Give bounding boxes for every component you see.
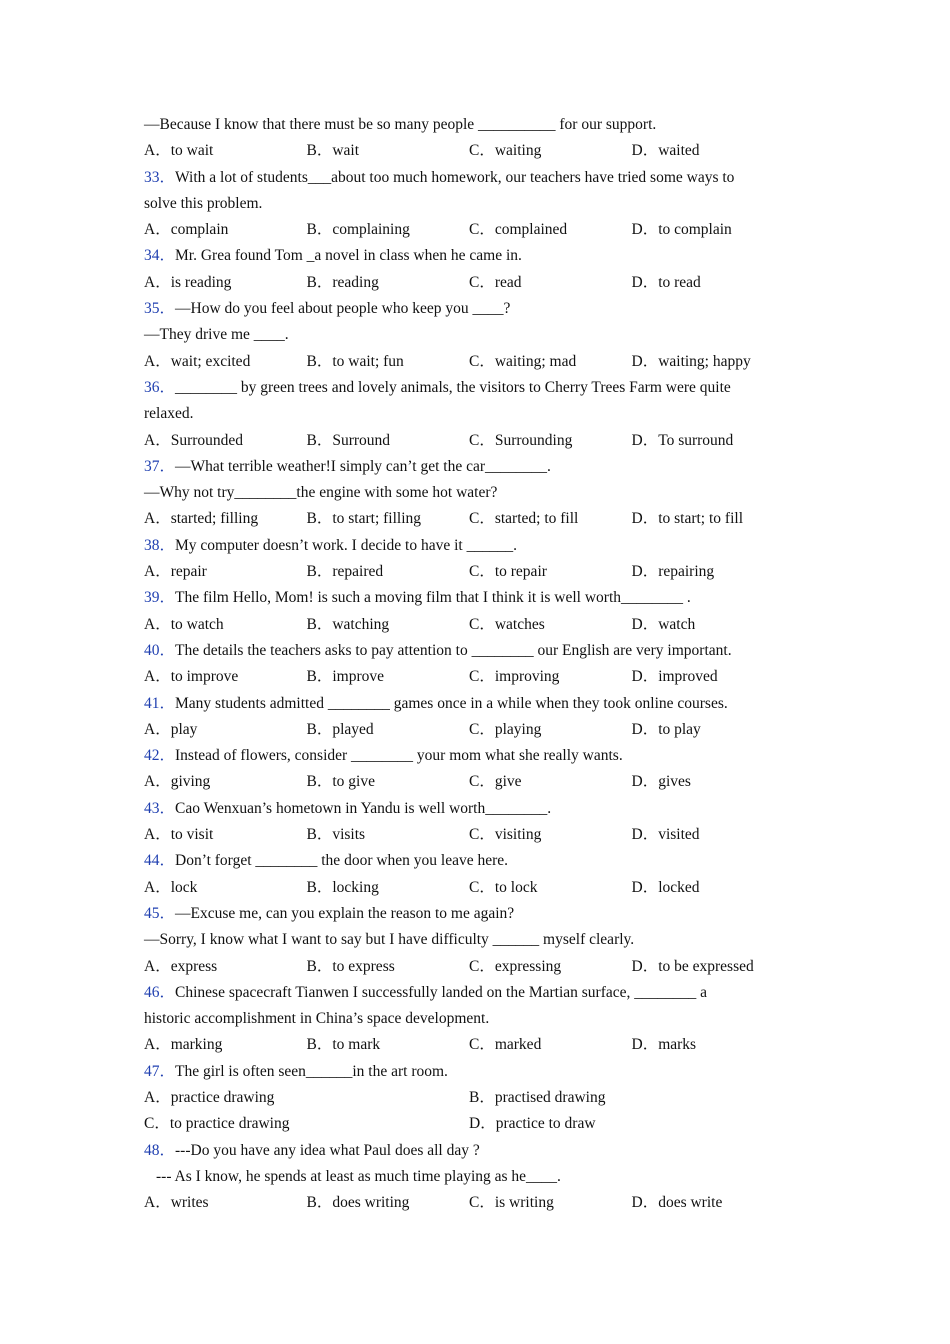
question-33 (144, 165, 794, 191)
option-a: A．express (144, 957, 218, 975)
option-d: D．practice to draw (469, 1115, 596, 1133)
question-40 (144, 638, 794, 664)
options-row (144, 349, 794, 375)
option-a: A．wait; excited (144, 352, 251, 370)
question-text-continued: relaxed. (144, 405, 194, 423)
option-c: C．visiting (469, 826, 542, 844)
option-b: B．to wait; fun (306, 352, 404, 370)
option-a: A．started; filling (144, 510, 259, 528)
option-a: A．to improve (144, 668, 239, 686)
question-text: ---Do you have any idea what Paul does all day ? (175, 1141, 480, 1159)
option-c: C．to lock (469, 878, 538, 896)
question-line: —Because I know that there must be so many people __________ for our support. (144, 116, 657, 133)
option-d: D．waited (631, 142, 700, 160)
option-d: D．to read (631, 273, 701, 291)
option-b: B．practised drawing (469, 1088, 606, 1106)
question-text: My computer doesn’t work. I decide to have it ______. (175, 536, 517, 554)
question-number: 47． (144, 1062, 176, 1080)
option-d: D．watch (631, 615, 696, 633)
question-42 (144, 743, 794, 769)
question-text: Instead of flowers, consider ________ your mom what she really wants. (175, 747, 623, 765)
question-48 (144, 1138, 794, 1164)
option-c: C．Surrounding (469, 431, 573, 449)
question-39 (144, 585, 794, 611)
question-text: The details the teachers asks to pay attention to ________ our English are very important. (175, 641, 732, 659)
options-row (144, 428, 794, 454)
option-b: B．to express (306, 957, 395, 975)
option-a: A．play (144, 720, 198, 738)
option-d: D．does write (631, 1194, 723, 1212)
option-d: D．To surround (631, 431, 734, 449)
question-text: With a lot of students___about too much homework, our teachers have tried some ways to (175, 168, 735, 186)
question-text-continued: solve this problem. (144, 194, 263, 212)
question-37 (144, 454, 794, 480)
option-a: A．marking (144, 1036, 223, 1054)
option-a: A．repair (144, 563, 207, 581)
option-c: C．watches (469, 615, 545, 633)
option-b: B．to mark (306, 1036, 381, 1054)
option-c: C．started; to fill (469, 510, 579, 528)
question-number: 46． (144, 983, 176, 1001)
option-b: B．does writing (306, 1194, 410, 1212)
question-46 (144, 980, 794, 1006)
option-b: B．Surround (306, 431, 391, 449)
option-d: D．to be expressed (631, 957, 754, 975)
option-c: C．waiting; mad (469, 352, 577, 370)
option-c: C．complained (469, 221, 568, 239)
question-45 (144, 901, 794, 927)
question-text: —How do you feel about people who keep you ____? (175, 300, 511, 318)
option-d: D．repairing (631, 563, 715, 581)
question-47 (144, 1059, 794, 1085)
option-b: B．reading (306, 273, 379, 291)
option-d: D．waiting; happy (631, 352, 751, 370)
options-row (144, 270, 794, 296)
question-number: 42． (144, 747, 176, 765)
question-text: Don’t forget ________ the door when you leave here. (175, 852, 509, 870)
question-36 (144, 375, 794, 401)
question-text: Many students admitted ________ games once in a while when they took online courses. (175, 694, 728, 712)
question-number: 38． (144, 536, 176, 554)
option-a: A．Surrounded (144, 431, 244, 449)
option-c: C．to practice drawing (144, 1115, 290, 1133)
option-c: C．give (469, 773, 522, 791)
option-b: B．played (306, 720, 374, 738)
option-d: D．gives (631, 773, 691, 791)
question-text: Cao Wenxuan’s hometown in Yandu is well worth________. (175, 799, 552, 817)
option-a: A．practice drawing (144, 1088, 275, 1106)
question-text: ________ by green trees and lovely animals, the visitors to Cherry Trees Farm were quite (175, 378, 731, 396)
question-number: 41． (144, 694, 176, 712)
question-text-continued: —They drive me ____. (144, 326, 289, 344)
options-row (144, 138, 794, 164)
question-text: Mr. Grea found Tom _a novel in class when he came in. (175, 247, 522, 265)
option-b: B．to start; filling (306, 510, 422, 528)
question-text: The girl is often seen______in the art room. (175, 1062, 448, 1080)
option-a: A．giving (144, 773, 211, 791)
option-c: C．to repair (469, 563, 547, 581)
question-44 (144, 848, 794, 874)
options-row (144, 822, 794, 848)
option-d: D．to play (631, 720, 701, 738)
option-d: D．visited (631, 826, 700, 844)
option-a: A．lock (144, 878, 198, 896)
question-35 (144, 296, 794, 322)
question-number: 43． (144, 799, 176, 817)
option-a: A．to visit (144, 826, 214, 844)
options-row (144, 717, 794, 743)
options-row (144, 559, 794, 585)
options-row (144, 1111, 794, 1137)
option-b: B．watching (306, 615, 390, 633)
option-a: A．complain (144, 221, 229, 239)
question-number: 35． (144, 300, 176, 318)
option-a: A．to watch (144, 615, 224, 633)
option-c: C．playing (469, 720, 542, 738)
question-text-continued: --- As I know, he spends at least as much time playing as he____. (156, 1167, 561, 1185)
option-d: D．to complain (631, 221, 732, 239)
option-b: B．locking (306, 878, 379, 896)
question-text: —Excuse me, can you explain the reason to me again? (175, 904, 515, 922)
option-b: B．visits (306, 826, 366, 844)
option-d: D．marks (631, 1036, 697, 1054)
option-b: B．complaining (306, 221, 410, 239)
question-number: 45． (144, 904, 176, 922)
option-c: C．read (469, 273, 522, 291)
options-row (144, 1190, 794, 1216)
question-number: 33． (144, 168, 176, 186)
question-text-continued: —Why not try________the engine with some hot water? (144, 484, 498, 502)
question-text: The film Hello, Mom! is such a moving film that I think it is well worth________ . (175, 589, 691, 607)
question-number: 40． (144, 641, 176, 659)
question-number: 39． (144, 589, 176, 607)
question-text: —What terrible weather!I simply can’t get the car________. (175, 457, 551, 475)
question-number: 36． (144, 378, 176, 396)
option-d: D．improved (631, 668, 718, 686)
options-row (144, 1085, 794, 1111)
options-row (144, 875, 794, 901)
question-43 (144, 796, 794, 822)
option-d: D．locked (631, 878, 700, 896)
question-text: Chinese spacecraft Tianwen I successfully landed on the Martian surface, ________ a (175, 983, 708, 1001)
options-row (144, 954, 794, 980)
option-b: B．to give (306, 773, 375, 791)
question-34 (144, 243, 794, 269)
question-number: 48． (144, 1141, 176, 1159)
question-number: 34． (144, 247, 176, 265)
options-row (144, 769, 794, 795)
option-a: A．writes (144, 1194, 209, 1212)
options-row (144, 664, 794, 690)
question-number: 37． (144, 457, 176, 475)
question-41 (144, 691, 794, 717)
question-text-continued: —Sorry, I know what I want to say but I have difficulty ______ myself clearly. (144, 931, 635, 949)
option-b: B．improve (306, 668, 384, 686)
option-d: D．to start; to fill (631, 510, 744, 528)
question-number: 44． (144, 852, 176, 870)
options-row (144, 612, 794, 638)
option-b: B．wait (306, 142, 360, 160)
option-c: C．expressing (469, 957, 562, 975)
option-a: A．is reading (144, 273, 232, 291)
worksheet-page (144, 112, 794, 1216)
option-c: C．improving (469, 668, 560, 686)
option-c: C．waiting (469, 142, 542, 160)
option-c: C．marked (469, 1036, 542, 1054)
question-text-continued: historic accomplishment in China’s space development. (144, 1010, 490, 1028)
options-row (144, 217, 794, 243)
option-c: C．is writing (469, 1194, 554, 1212)
options-row (144, 1032, 794, 1058)
options-row (144, 506, 794, 532)
question-38 (144, 533, 794, 559)
option-a: A．to wait (144, 142, 214, 160)
option-b: B．repaired (306, 563, 384, 581)
